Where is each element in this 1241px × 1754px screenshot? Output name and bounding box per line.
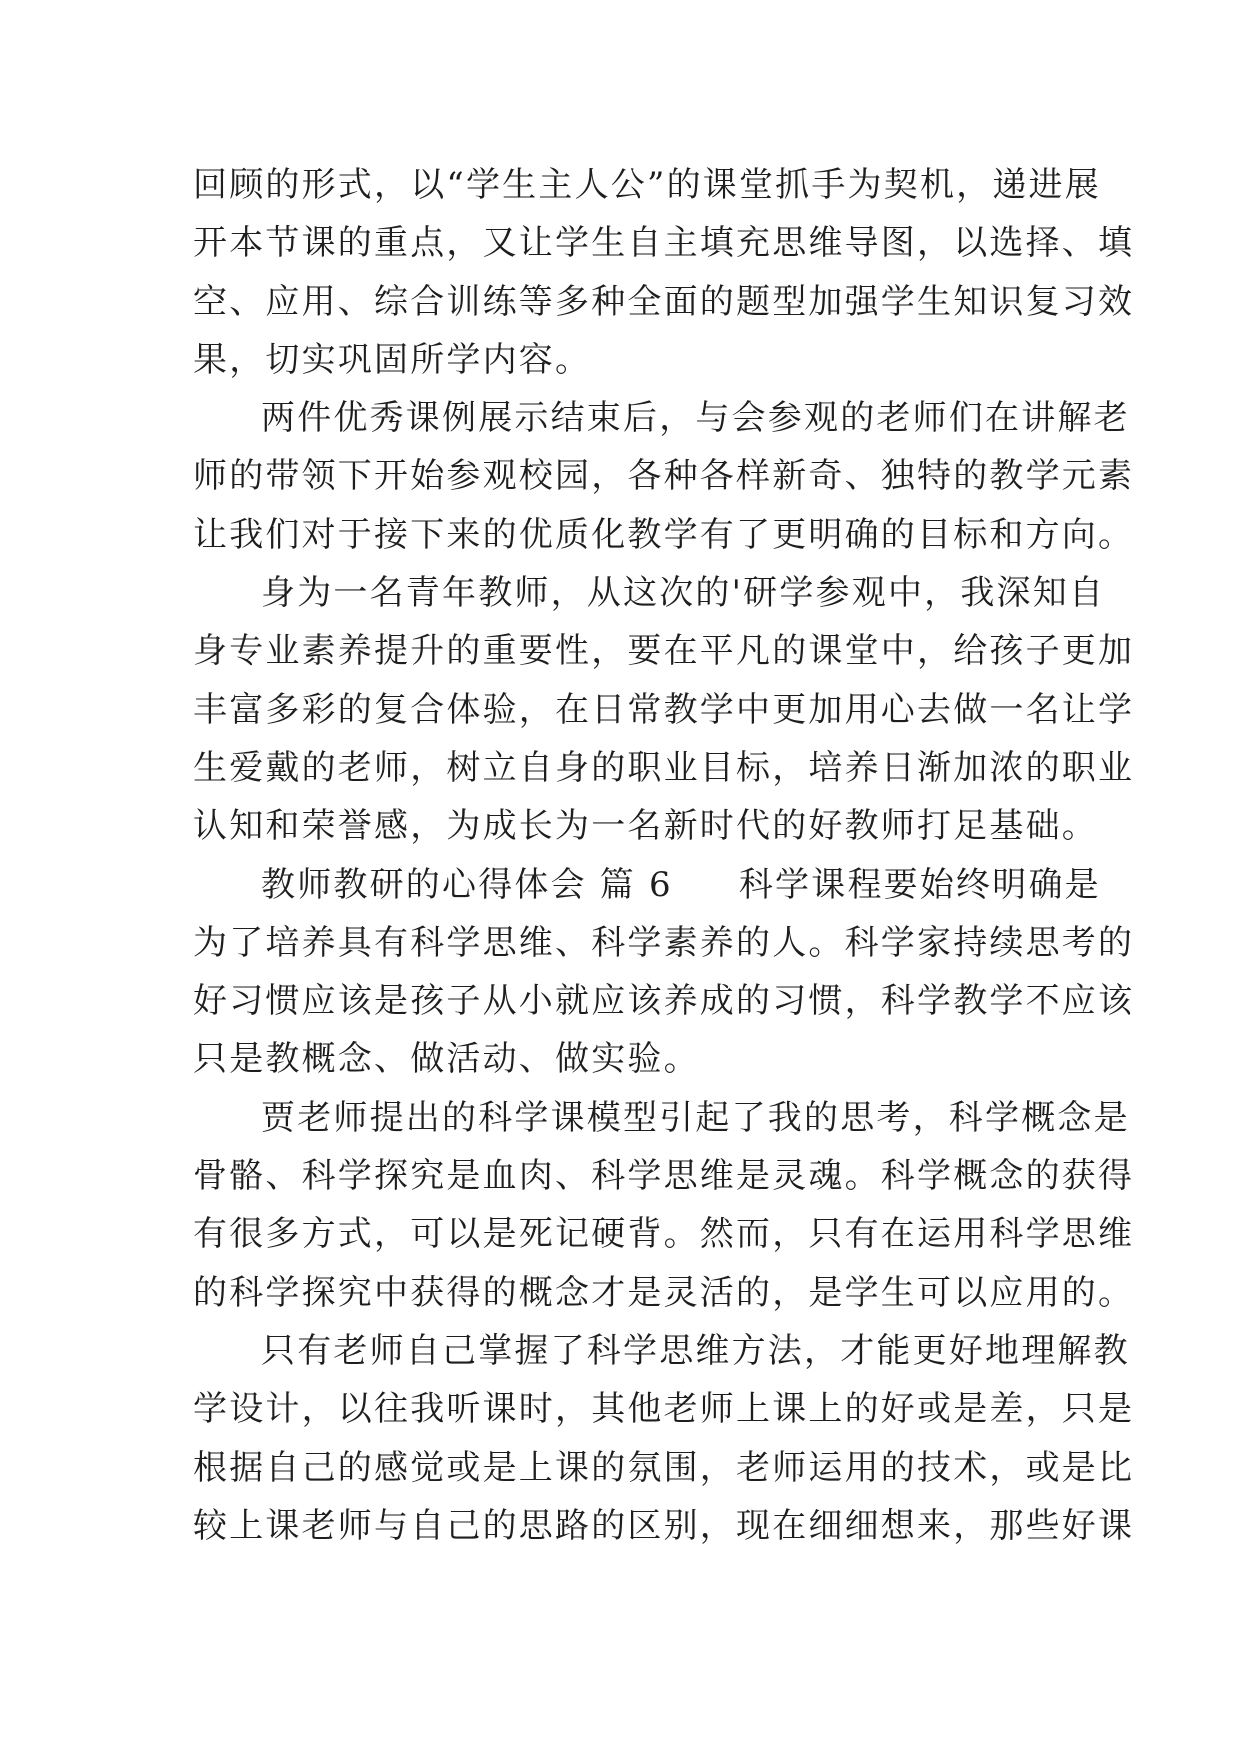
body-text bbox=[193, 156, 1135, 1555]
text-line: 只有老师自己掌握了科学思维方法，才能更好地理解教 bbox=[261, 1330, 1130, 1371]
text-line: 为了培养具有科学思维、科学素养的人。科学家持续思考的 bbox=[193, 922, 1135, 963]
text-line: 师的带领下开始参观校园，各种各样新奇、独特的教学元素 bbox=[193, 456, 1135, 497]
text-line: 的科学探究中获得的概念才是灵活的，是学生可以应用的。 bbox=[193, 1272, 1135, 1313]
text-line: 根据自己的感觉或是上课的氛围，老师运用的技术，或是比 bbox=[193, 1447, 1135, 1488]
text-line: 丰富多彩的复合体验，在日常教学中更加用心去做一名让学 bbox=[193, 689, 1135, 730]
text-line: 较上课老师与自己的思路的区别，现在细细想来，那些好课 bbox=[193, 1505, 1135, 1546]
text-line: 骨骼、科学探究是血肉、科学思维是灵魂。科学概念的获得 bbox=[193, 1156, 1135, 1197]
text-line: 贾老师提出的科学课模型引起了我的思考，科学概念是 bbox=[261, 1097, 1130, 1138]
text-line: 果，切实巩固所学内容。 bbox=[193, 339, 592, 380]
text-line: 科学课程要始终明确是 bbox=[738, 864, 1101, 905]
text-line: 有很多方式，可以是死记硬背。然而，只有在运用科学思维 bbox=[193, 1214, 1135, 1255]
text-line: 只是教概念、做活动、做实验。 bbox=[193, 1039, 700, 1080]
text-line: 开本节课的重点，又让学生自主填充思维导图，以选择、填 bbox=[193, 223, 1135, 264]
text-line: 让我们对于接下来的优质化教学有了更明确的目标和方向。 bbox=[193, 514, 1135, 555]
section-heading: 教师教研的心得体会 篇 6 bbox=[261, 864, 673, 905]
text-line: 身为一名青年教师，从这次的'研学参观中，我深知自 bbox=[261, 573, 1106, 614]
text-line: 两件优秀课例展示结束后，与会参观的老师们在讲解老 bbox=[261, 398, 1130, 439]
text-line: 回顾的形式，以“学生主人公”的课堂抓手为契机，递进展 bbox=[193, 165, 1101, 205]
text-line: 好习惯应该是孩子从小就应该养成的习惯，科学教学不应该 bbox=[193, 981, 1135, 1022]
section-heading-line bbox=[193, 856, 1101, 914]
text-line: 身专业素养提升的重要性，要在平凡的课堂中，给孩子更加 bbox=[193, 631, 1135, 672]
text-line: 学设计，以往我听课时，其他老师上课上的好或是差，只是 bbox=[193, 1389, 1135, 1430]
text-line: 生爱戴的老师，树立自身的职业目标，培养日渐加浓的职业 bbox=[193, 747, 1135, 788]
text-line: 认知和荣誉感，为成长为一名新时代的好教师打足基础。 bbox=[193, 806, 1098, 847]
text-line: 空、应用、综合训练等多种全面的题型加强学生知识复习效 bbox=[193, 281, 1135, 322]
